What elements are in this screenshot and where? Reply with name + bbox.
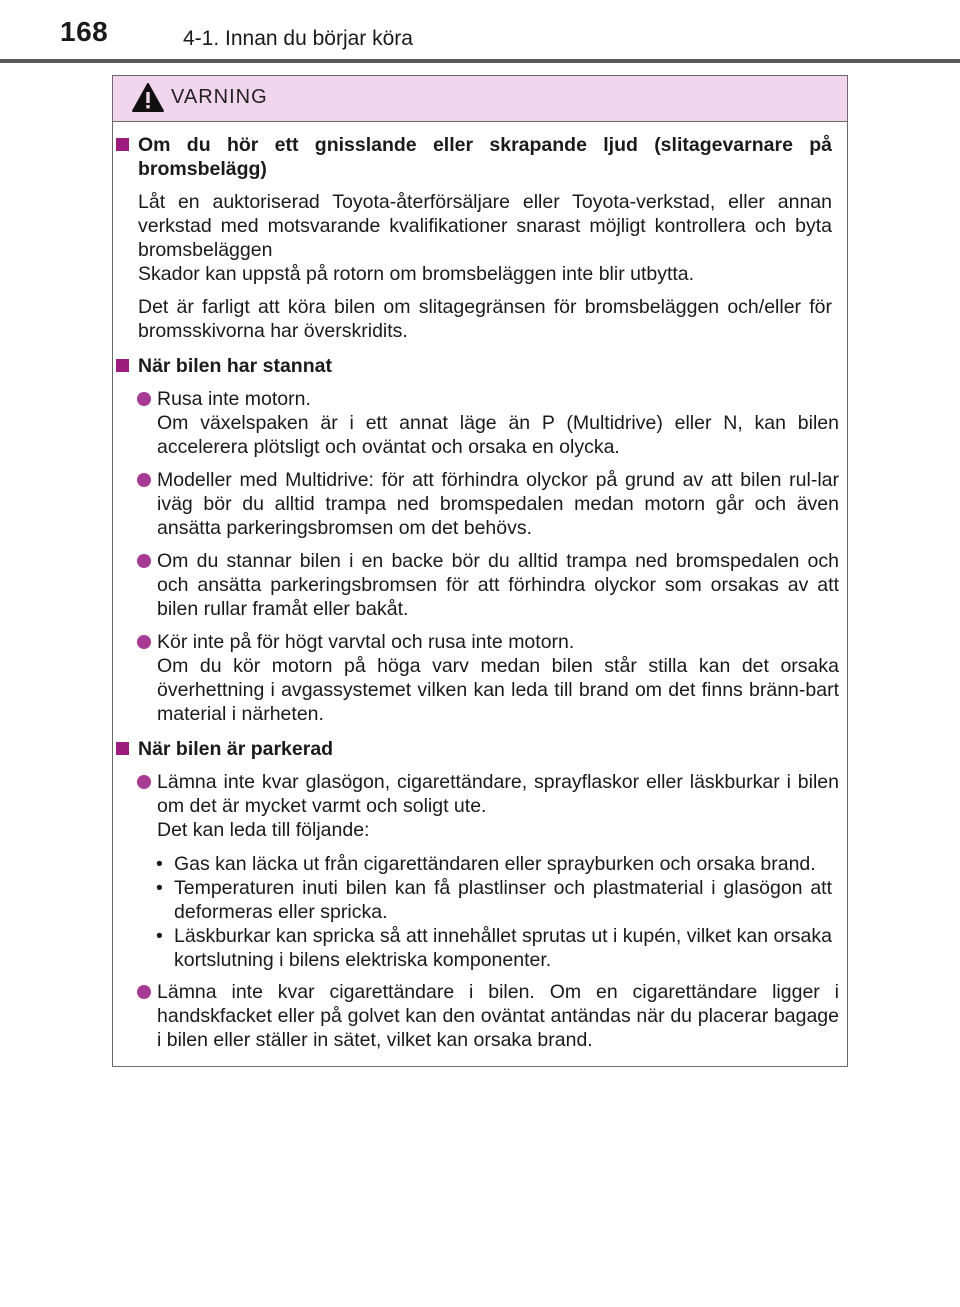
- square-marker-icon: [116, 138, 129, 151]
- header-divider: [0, 59, 960, 63]
- sub-list-item-text: Läskburkar kan spricka så att innehållet sprutas ut i kupén, vilket kan orsaka kortslutning i bilens elektriska komponenter.: [174, 925, 832, 971]
- list-item: [113, 549, 846, 621]
- section-heading: [113, 737, 846, 761]
- sub-list-item: [113, 924, 846, 972]
- sub-list-item-text: Gas kan läcka ut från cigarettändaren eller sprayburken och orsaka brand.: [174, 853, 816, 875]
- square-marker-icon: [116, 742, 129, 755]
- list-item: [113, 770, 846, 842]
- square-marker-icon: [116, 359, 129, 372]
- warning-triangle-icon: [131, 82, 165, 113]
- list-item: [113, 980, 846, 1052]
- page-number: 168: [60, 16, 109, 47]
- paragraph-text: Skador kan uppstå på rotorn om bromsbeläggen inte blir utbytta.: [138, 263, 695, 285]
- page-header: [0, 0, 960, 62]
- list-item-text: Om du kör motorn på höga varv medan bilen står stilla kan det orsaka överhettning i avgassystemet vilken kan leda till brand om det finns bränn-bart material i närheten.: [157, 655, 839, 725]
- section-heading: [113, 133, 846, 181]
- list-item: [113, 630, 846, 726]
- sub-list-item-text: Temperaturen inuti bilen kan få plastlinser och plastmaterial i glasögon att deformeras eller spricka.: [174, 877, 832, 923]
- circle-bullet-icon: [137, 635, 151, 649]
- paragraph: Det är farligt att köra bilen om slitagegränsen för bromsbeläggen och/eller för bromsskivorna har överskridits.: [138, 296, 832, 342]
- warning-title: VARNING: [171, 86, 268, 108]
- warning-content: [113, 133, 846, 1061]
- list-item-text: Lämna inte kvar glasögon, cigarettändare, sprayflaskor eller läskburkar i bilen om det är mycket varmt och soligt ute.: [157, 771, 839, 817]
- list-item-text: Rusa inte motorn.: [157, 388, 311, 410]
- circle-bullet-icon: [137, 392, 151, 406]
- list-item-text: Om du stannar bilen i en backe bör du alltid trampa ned bromspedalen och och ansätta parkeringsbromsen för att förhindra olyckor som orsakas av att bilen rullar framåt eller bakåt.: [157, 550, 839, 620]
- warning-header: [113, 76, 847, 122]
- warning-box: [112, 75, 848, 1067]
- list-item-text: Om växelspaken är i ett annat läge än P (Multidrive) eller N, kan bilen accelerera plötsligt och oväntat och orsaka en olycka.: [157, 412, 839, 458]
- circle-bullet-icon: [137, 554, 151, 568]
- small-bullet-icon: •: [156, 925, 163, 947]
- paragraph: [113, 190, 846, 286]
- list-item: [113, 387, 846, 459]
- circle-bullet-icon: [137, 473, 151, 487]
- paragraph-text: Låt en auktoriserad Toyota-återförsäljare eller Toyota-verkstad, eller annan verkstad med motsvarande kvalifikationer snarast möjligt kontrollera och byta bromsbeläggen: [138, 191, 832, 261]
- sub-list: [113, 852, 846, 972]
- list-item-text: Modeller med Multidrive: för att förhindra olyckor på grund av att bilen rul-lar iväg bör du alltid trampa ned bromspedalen medan motorn går och även ansätta parkeringsbromsen om det behövs.: [157, 469, 839, 539]
- section-heading: [113, 354, 846, 378]
- sub-list-item: [113, 876, 846, 924]
- list-item: [113, 468, 846, 540]
- small-bullet-icon: •: [156, 853, 163, 875]
- list-item-text: Kör inte på för högt varvtal och rusa inte motorn.: [157, 631, 575, 653]
- list-item-text: Lämna inte kvar cigarettändare i bilen. Om en cigarettändare ligger i handskfacket eller på golvet kan den oväntat antändas när du placerar bagage i bilen eller ställer in sätet, vilket kan orsaka brand.: [157, 981, 839, 1051]
- heading-text: Om du hör ett gnisslande eller skrapande ljud (slitagevarnare på bromsbelägg): [138, 134, 832, 180]
- sub-list-item: [113, 852, 846, 876]
- heading-text: När bilen har stannat: [138, 355, 332, 377]
- list-item-text: Det kan leda till följande:: [157, 819, 370, 841]
- circle-bullet-icon: [137, 775, 151, 789]
- section-title: 4-1. Innan du börjar köra: [183, 27, 413, 50]
- heading-text: När bilen är parkerad: [138, 738, 334, 760]
- circle-bullet-icon: [137, 985, 151, 999]
- small-bullet-icon: •: [156, 877, 163, 899]
